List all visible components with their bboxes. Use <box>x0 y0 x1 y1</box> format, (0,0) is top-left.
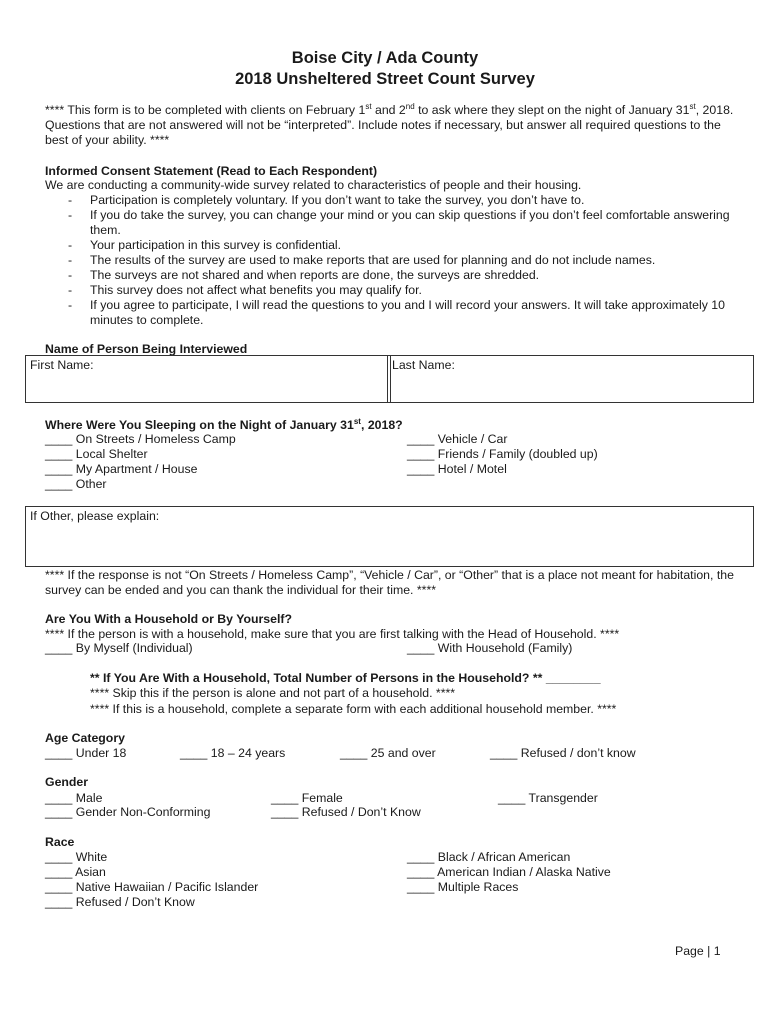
last-name-field[interactable] <box>387 355 754 403</box>
consent-item: - The results of the survey are used to make reports that are used for planning and do not include names. <box>45 253 735 268</box>
race-option-black[interactable]: ____ Black / African American <box>407 850 571 864</box>
sleeping-option-friends[interactable]: ____ Friends / Family (doubled up) <box>407 447 598 461</box>
household-total-question[interactable]: ** If You Are With a Household, Total Number of Persons in the Household? ** ________ <box>90 671 601 685</box>
age-option-refused[interactable]: ____ Refused / don’t know <box>490 746 636 760</box>
age-heading: Age Category <box>45 731 125 745</box>
age-option-18-24[interactable]: ____ 18 – 24 years <box>180 746 286 760</box>
gender-option-male[interactable]: ____ Male <box>45 791 103 805</box>
sleeping-option-vehicle[interactable]: ____ Vehicle / Car <box>407 432 508 446</box>
sleeping-option-apartment[interactable]: ____ My Apartment / House <box>45 462 198 476</box>
race-option-multiple[interactable]: ____ Multiple Races <box>407 880 519 894</box>
consent-heading: Informed Consent Statement (Read to Each Respondent) <box>45 164 378 178</box>
consent-list <box>45 193 735 328</box>
age-option-under-18[interactable]: ____ Under 18 <box>45 746 127 760</box>
sleeping-option-other[interactable]: ____ Other <box>45 477 107 491</box>
gender-option-non-conforming[interactable]: ____ Gender Non-Conforming <box>45 805 211 819</box>
age-option-25-over[interactable]: ____ 25 and over <box>340 746 436 760</box>
gender-option-female[interactable]: ____ Female <box>271 791 343 805</box>
consent-item: - If you do take the survey, you can change your mind or you can skip questions if you don’t feel comfortable answering them. <box>45 208 735 238</box>
document-title-line2: 2018 Unsheltered Street Count Survey <box>235 70 535 88</box>
name-section-heading: Name of Person Being Interviewed <box>45 342 248 356</box>
consent-item: - Your participation in this survey is confidential. <box>45 238 735 253</box>
race-option-asian[interactable]: ____ Asian <box>45 865 106 879</box>
document-title-line1: Boise City / Ada County <box>291 49 479 67</box>
first-name-label: First Name: <box>30 358 94 372</box>
consent-item: - The surveys are not shared and when reports are done, the surveys are shredded. <box>45 268 735 283</box>
sleeping-option-hotel[interactable]: ____ Hotel / Motel <box>407 462 507 476</box>
intro-paragraph: **** This form is to be completed with clients on February 1st and 2nd to ask where they slept on the night of January 31st, 2018. Questions that are not answered will not be “interpreted”. Include notes if necessary, but answer all required questions to the best of your ability. **** <box>45 101 734 147</box>
first-name-field[interactable] <box>25 355 391 403</box>
consent-item: - If you agree to participate, I will read the questions to you and I will record your answers. It will take approximately 10 minutes to complete. <box>45 298 735 328</box>
sleeping-option-shelter[interactable]: ____ Local Shelter <box>45 447 148 461</box>
sleeping-heading: Where Were You Sleeping on the Night of January 31st, 2018? <box>45 416 403 432</box>
household-skip-note: **** Skip this if the person is alone and not part of a household. **** <box>90 686 456 700</box>
race-option-pacific-islander[interactable]: ____ Native Hawaiian / Pacific Islander <box>45 880 259 894</box>
household-note: **** If the person is with a household, make sure that you are first talking with the Head of Household. **** <box>45 627 620 641</box>
consent-item: - This survey does not affect what benefits you may qualify for. <box>45 283 735 298</box>
consent-lead: We are conducting a community-wide survey related to characteristics of people and their housing. <box>45 178 582 192</box>
race-option-refused[interactable]: ____ Refused / Don’t Know <box>45 895 195 909</box>
race-heading: Race <box>45 835 75 849</box>
page-number: Page | 1 <box>675 944 721 958</box>
last-name-label: Last Name: <box>392 358 455 372</box>
sleeping-note: **** If the response is not “On Streets / Homeless Camp”, “Vehicle / Car”, or “Other” that is a place not meant for habitation, the survey can be ended and you can thank the individual for their time. **** <box>45 568 734 597</box>
gender-option-transgender[interactable]: ____ Transgender <box>498 791 598 805</box>
household-separate-note: **** If this is a household, complete a separate form with each additional household member. **** <box>90 702 617 716</box>
race-option-white[interactable]: ____ White <box>45 850 108 864</box>
other-explain-field[interactable] <box>25 506 754 567</box>
gender-option-refused[interactable]: ____ Refused / Don’t Know <box>271 805 421 819</box>
sleeping-option-streets[interactable]: ____ On Streets / Homeless Camp <box>45 432 236 446</box>
other-explain-label: If Other, please explain: <box>30 509 160 523</box>
household-option-individual[interactable]: ____ By Myself (Individual) <box>45 641 193 655</box>
consent-item: - Participation is completely voluntary. If you don’t want to take the survey, you don’t have to. <box>45 193 735 208</box>
household-option-family[interactable]: ____ With Household (Family) <box>407 641 573 655</box>
race-option-american-indian[interactable]: ____ American Indian / Alaska Native <box>407 865 611 879</box>
gender-heading: Gender <box>45 775 89 789</box>
household-heading: Are You With a Household or By Yourself? <box>45 612 292 626</box>
